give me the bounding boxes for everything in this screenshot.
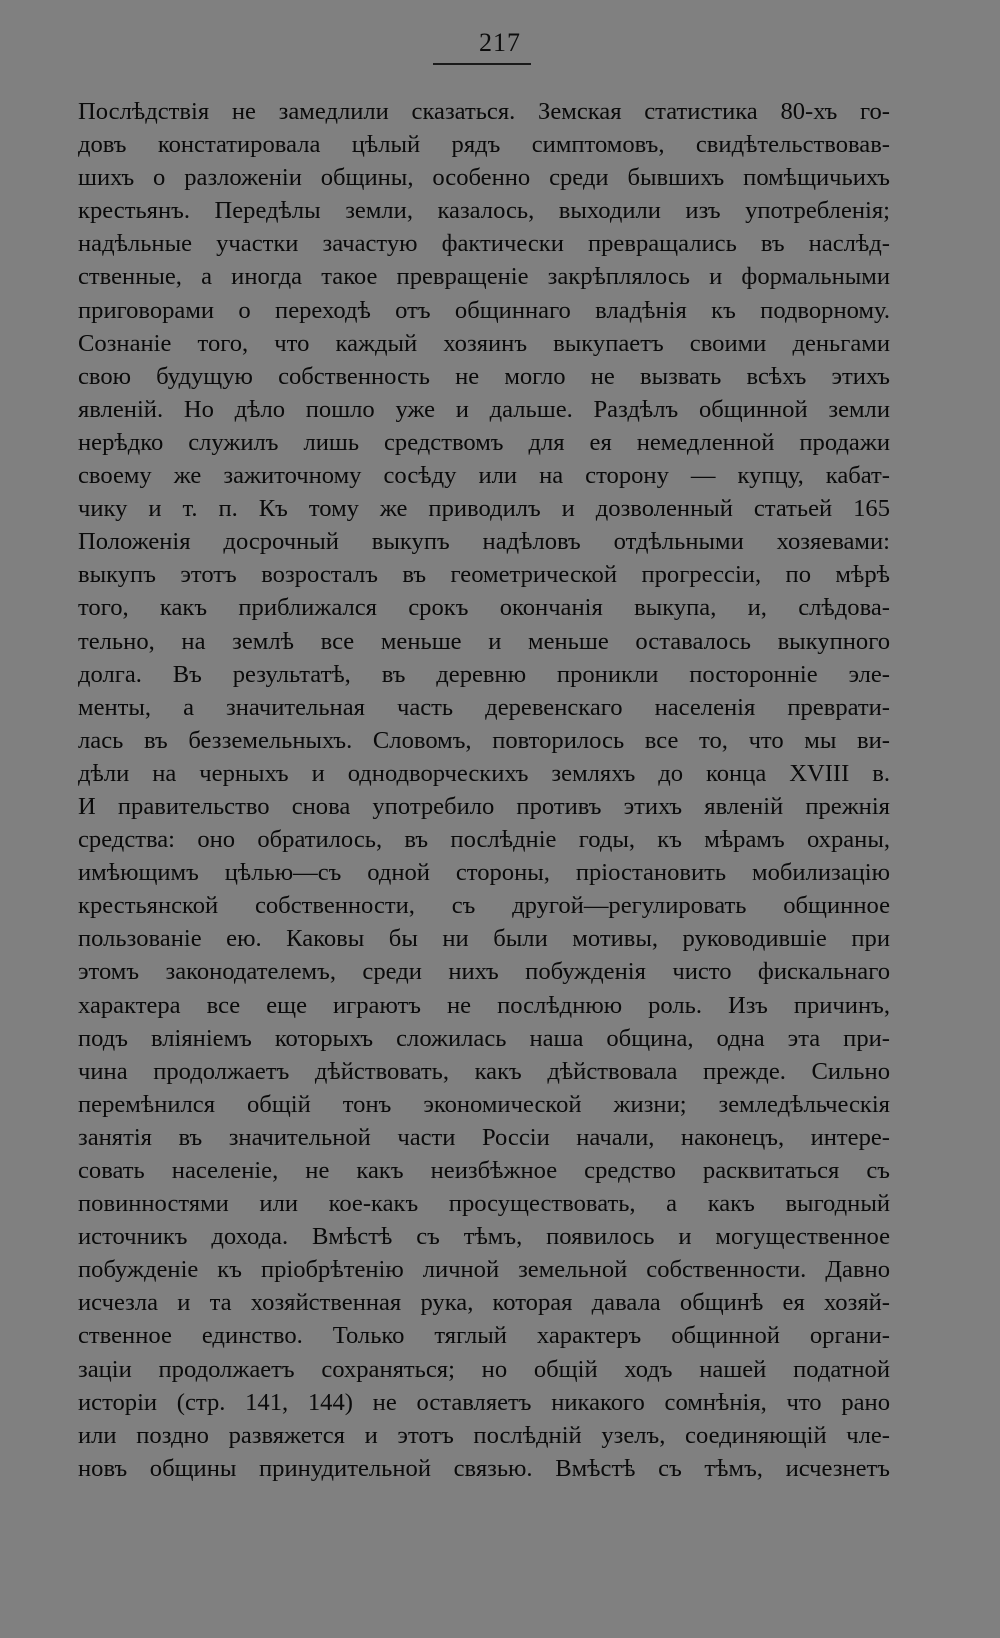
text-line: крестьянской собственности, съ другой—регулировать общинное bbox=[78, 892, 890, 920]
text-line: Послѣдствія не замедлили сказаться. Земская статистика 80-хъ го- bbox=[78, 98, 890, 125]
text-line: или поздно развяжется и этотъ послѣдній узелъ, соединяющій чле- bbox=[78, 1421, 890, 1449]
text-line: чику и т. п. Къ тому же приводилъ и дозволенный статьей 165 bbox=[78, 495, 890, 523]
text-line: своему же зажиточному сосѣду или на сторону — купцу, кабат- bbox=[78, 462, 890, 490]
text-line: тельно, на землѣ все меньше и меньше оставалось выкупного bbox=[78, 627, 890, 655]
text-line: дѣли на черныхъ и однодворческихъ земляхъ до конца XVIII в. bbox=[78, 759, 890, 787]
text-line: лась въ безземельныхъ. Словомъ, повторилось все то, что мы ви- bbox=[78, 726, 890, 754]
text-line: исторіи (стр. 141, 144) не оставляетъ никакого сомнѣнія, что рано bbox=[78, 1388, 890, 1416]
text-line: ственное единство. Только тяглый характеръ общинной органи- bbox=[78, 1322, 890, 1350]
text-line: подъ вліяніемъ которыхъ сложилась наша община, одна эта при- bbox=[78, 1024, 890, 1052]
text-line: этомъ законодателемъ, среди нихъ побужденія чисто фискальнаго bbox=[78, 958, 890, 986]
text-line: довъ констатировала цѣлый рядъ симптомовъ, свидѣтельствовав- bbox=[78, 131, 890, 159]
text-line: повинностями или кое-какъ просуществовать, а какъ выгодный bbox=[78, 1190, 890, 1218]
text-line: перемѣнился общій тонъ экономической жизни; земледѣльческія bbox=[78, 1090, 890, 1118]
text-line: нерѣдко служилъ лишь средствомъ для ея немедленной продажи bbox=[78, 428, 890, 456]
text-line: совать населеніе, не какъ неизбѣжное средство расквитаться съ bbox=[78, 1157, 890, 1184]
text-line: выкупъ этотъ возросталъ въ геометрической прогрессіи, по мѣрѣ bbox=[78, 561, 890, 589]
text-line: долга. Въ результатѣ, въ деревню проникли посторонніе эле- bbox=[78, 660, 890, 688]
text-line: характера все еще играютъ не послѣднюю роль. Изъ причинъ, bbox=[78, 991, 890, 1019]
text-line: свою будущую собственность не могло не вызвать всѣхъ этихъ bbox=[78, 362, 890, 390]
text-line: того, какъ приближался срокъ окончанія выкупа, и, слѣдова- bbox=[78, 594, 890, 622]
text-line: имѣющимъ цѣлью—съ одной стороны, пріостановить мобилизацію bbox=[78, 859, 890, 887]
text-line: средства: оно обратилось, въ послѣдніе годы, къ мѣрамъ охраны, bbox=[78, 826, 890, 854]
body-text bbox=[78, 95, 890, 1485]
text-line: И правительство снова употребило противъ этихъ явленій прежнія bbox=[78, 792, 890, 820]
text-line: ственные, а иногда такое превращеніе закрѣплялось и формальными bbox=[78, 263, 890, 291]
text-line: новъ общины принудительной связью. Вмѣстѣ съ тѣмъ, исчезнетъ bbox=[78, 1454, 890, 1482]
text-line: приговорами о переходѣ отъ общиннаго владѣнія къ подворному. bbox=[78, 296, 890, 324]
text-line: занятія въ значительной части Россіи начали, наконецъ, интере- bbox=[78, 1123, 890, 1151]
text-line: пользованіе ею. Каковы бы ни были мотивы, руководившіе при bbox=[78, 925, 890, 953]
text-line: исчезла и та хозяйственная рука, которая давала общинѣ ея хозяй- bbox=[78, 1289, 890, 1317]
page-number: 217 bbox=[479, 28, 521, 57]
text-line: заціи продолжаетъ сохраняться; но общій ходъ нашей податной bbox=[78, 1355, 890, 1383]
text-line: источникъ дохода. Вмѣстѣ съ тѣмъ, появилось и могущественное bbox=[78, 1223, 890, 1251]
text-line: чина продолжаетъ дѣйствовать, какъ дѣйствовала прежде. Сильно bbox=[78, 1057, 890, 1085]
text-line: крестьянъ. Передѣлы земли, казалось, выходили изъ употребленія; bbox=[78, 197, 890, 225]
text-line: Сознаніе того, что каждый хозяинъ выкупаетъ своими деньгами bbox=[78, 329, 890, 357]
text-line: менты, а значительная часть деревенскаго населенія преврати- bbox=[78, 693, 890, 721]
text-line: надѣльные участки зачастую фактически превращались въ наслѣд- bbox=[78, 230, 890, 258]
page-number-rule bbox=[433, 63, 531, 65]
text-line: шихъ о разложеніи общины, особенно среди бывшихъ помѣщичьихъ bbox=[78, 164, 890, 192]
text-line: побужденіе къ пріобрѣтенію личной земельной собственности. Давно bbox=[78, 1256, 890, 1284]
text-line: явленій. Но дѣло пошло уже и дальше. Раздѣлъ общинной земли bbox=[78, 395, 890, 423]
text-line: Положенія досрочный выкупъ надѣловъ отдѣльными хозяевами: bbox=[78, 528, 890, 556]
